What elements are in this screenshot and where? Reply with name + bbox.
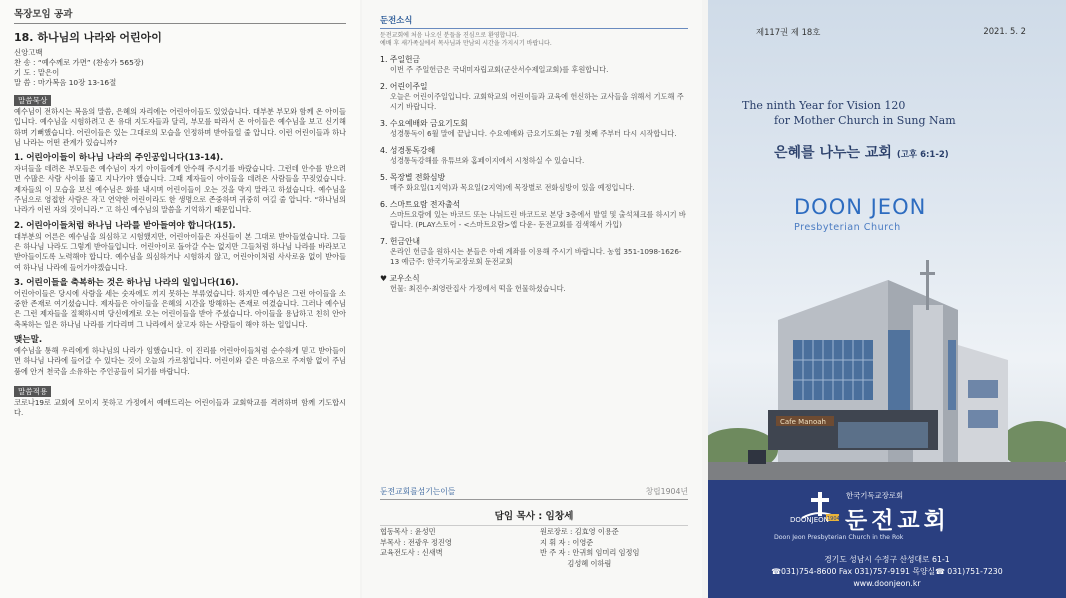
lesson-title: 18. 하나님의 나라와 어린아이 — [14, 31, 162, 44]
news-title: 6. 스마트요람 전자출석 — [380, 200, 461, 209]
staff-list-right — [540, 527, 639, 569]
staff-line: 김성혜 이하림 — [540, 558, 612, 568]
news-item — [380, 199, 688, 230]
info-line: 말 씀 : 마가복음 10장 13-16절 — [14, 78, 117, 87]
issue-info — [708, 26, 1066, 38]
news-body: 스마트요람에 있는 바코드 또는 나눠드린 바코드로 본당 3층에서 발열 및 출석체크를 하시기 바랍니다. (PLAY스토어 - <스마트요람>앱 다운- 둔전교회를 검색해서 가입) — [390, 210, 686, 229]
news-title: 5. 목장별 전화심방 — [380, 173, 446, 182]
news-title: 2. 어린이주일 — [380, 82, 428, 91]
church-name-english: DOON JEON — [794, 195, 927, 219]
point-body: 자녀들을 데려온 부모들은 예수님이 자기 아이들에게 안수해 주시기를 바랐습니다. 그런데 안수를 받으려면 수많은 사람 사이를 뚫고 지나가야 했습니다. 그때 제자들이 아이들을 데려온 사람들을 꾸짖었습니다. 제자들의 이 모습을 보신 예수님은 화를 내시며 어린이들이 오는 것을 막지 말라고 하셨습니다. 예수님을 주님으로 영접한 사람은 작고 연약한 어린이라도 한 생명으로 존중하며 귀중히 여길 줄 압니다. “하나님의 나라가 이런 자의 것이니라.” 고 하신 예수님의 말씀을 기억하기 때문입니다. — [14, 164, 346, 215]
news-item — [380, 54, 688, 75]
news-item — [380, 81, 688, 112]
yearly-theme — [774, 142, 949, 162]
vision-line: for Mother Church in Sung Nam — [774, 114, 956, 127]
point-title: 1. 어린아이들이 하나님 나라의 주인공입니다(13-14). — [14, 153, 224, 164]
servants-title: 둔전교회를섬기는이들 — [380, 487, 456, 496]
news-title: 4. 성경통독강해 — [380, 146, 436, 155]
news-title: 7. 헌금안내 — [380, 237, 421, 246]
staff-line: 협동목사 : 윤성민 — [380, 527, 436, 536]
closing-title: 맺는말. — [14, 335, 43, 346]
logo-wordmark: DOONJEON — [790, 516, 829, 524]
theme-text: 은혜를 나누는 교회 — [774, 145, 892, 161]
point-title: 2. 어린아이들처럼 하나님 나라를 받아들여야 합니다(15). — [14, 220, 236, 231]
denomination-english: Presbyterian Church — [794, 222, 901, 233]
contact-info — [708, 554, 1066, 590]
news-title: ♥ 교우소식 — [380, 274, 420, 283]
church-name-korean: 둔전교회 — [845, 508, 950, 534]
servants-header — [380, 486, 688, 500]
point-body: 어린아이들은 당시에 사람을 세는 숫자에도 끼지 못하는 부류였습니다. 하지만 예수님은 그런 아이들을 소중한 존재로 여기셨습니다. 제자들은 아이들을 은혜의 시간을 방해하는 존재로 여겼습니다. 그러나 예수님은 그런 제자들을 질책하시며 당신에게로 오는 어린이들을 받아 주셨습니다. 아이들을 용납하고 친히 안아 축복하는 일은 하나님 나라를 기다리며 그 나라에서 살고자 하는 사람들이 해야 하는 일입니다. — [14, 288, 346, 329]
denomination-korean: 한국기독교장로회 — [846, 491, 904, 500]
vision-line: The ninth Year for Vision 120 — [742, 99, 906, 112]
staff-line: 부목사 : 전광우 정진영 — [380, 537, 452, 547]
lesson-panel — [0, 0, 360, 598]
volume-number: 제117권 제 18호 — [756, 27, 821, 37]
info-line: 기 도 : 맡은이 — [14, 68, 60, 77]
news-header: 둔전소식 — [380, 14, 688, 29]
issue-date: 2021. 5. 2 — [983, 26, 1026, 36]
news-item — [380, 172, 688, 193]
news-body: 온라인 헌금을 원하시는 분들은 아래 계좌를 이용해 주시기 바랍니다. 농협 351-1098-1626-13 예금주: 한국기독교장로회 둔전교회 — [390, 247, 682, 266]
church-info-band — [708, 480, 1066, 598]
welcome-line: 둔전교회에 처음 나오신 분들을 진심으로 환영합니다. — [380, 32, 519, 39]
theme-reference: (고후 6:1-2) — [896, 150, 949, 160]
address: 경기도 성남시 수정구 산성대로 61-1 — [824, 555, 950, 564]
staff-line: 지 휘 자 : 이영준 — [540, 537, 594, 547]
news-body: 헌물: 최진수·최영란집사 가정에서 떡을 헌물하셨습니다. — [390, 284, 566, 293]
vision-statement — [742, 98, 956, 128]
info-line: 찬 송 : “예수께로 가면” (찬송가 565장) — [14, 58, 144, 67]
staff-list-left — [380, 527, 452, 559]
news-title: 3. 수요예배와 금요기도회 — [380, 119, 468, 128]
news-body: 이번 주 주일헌금은 국내미자립교회(군산서수제일교회)를 후원합니다. — [390, 65, 609, 74]
news-body: 성경통독이 6월 말에 끝납니다. 수요예배와 금요기도회는 7월 첫째 주부터 다시 시작합니다. — [390, 129, 677, 138]
section-header: 목장모임 공과 — [14, 6, 346, 24]
logo-year: 1904 — [827, 516, 840, 522]
worship-order — [14, 48, 346, 88]
application-body: 코로나19로 교회에 모이지 못하고 가정에서 예배드리는 어린이들과 교회학교를 격려하며 함께 기도합시다. — [14, 397, 346, 418]
news-item — [380, 273, 688, 294]
news-body: 매주 화요일(1지역)과 목요일(2지역)에 목장별로 전화심방이 있을 예정입니다. — [390, 183, 635, 192]
closing-body: 예수님을 통해 우리에게 하나님의 나라가 임했습니다. 이 진리를 어린아이들처럼 순수하게 믿고 받아들이면 하나님 나라에 들어갈 수 있다는 것이 오늘의 가르침입니다. 어린이와 같은 마음으로 주저함 없이 주님 품에 안겨 천국을 소유하는 주인공들이 되기를 바랍니다. — [14, 346, 346, 376]
phone-numbers: ☎031)754-8600 Fax 031)757-9191 목양실☎ 031)751-7230 — [771, 567, 1003, 576]
news-item — [380, 145, 688, 166]
info-line: 신앙고백 — [14, 48, 43, 57]
news-body: 오늘은 어린이주일입니다. 교회학교의 어린이들과 교육에 헌신하는 교사들을 위해서 기도해 주시기 바랍니다. — [390, 92, 684, 111]
staff-line: 반 주 자 : 안귀희 임미리 임정임 — [540, 548, 640, 557]
founded-year: 창립1904년 — [645, 487, 688, 496]
news-body: 성경통독강해를 유튜브와 홈페이지에서 시청하실 수 있습니다. — [390, 156, 585, 165]
church-name-english-full: Doon Jeon Presbyterian Church in the Rok — [774, 534, 904, 541]
website-link[interactable]: www.doonjeon.kr — [853, 579, 921, 588]
tag-meditation: 말씀묵상 — [14, 95, 51, 106]
staff-line: 교육전도사 : 신새벽 — [380, 548, 443, 557]
intro-paragraph: 예수님이 전하시는 복음의 말씀, 은혜의 자리에는 어린아이들도 있었습니다. 대부분 부모와 함께 온 아이들입니다. 예수님을 시험하려고 온 유대 지도자들과 달리, 부모를 따라서 온 아이들은 예수님을 보고 신기해하며 기뻐했습니다. 어린이들은 있는 그대로의 모습을 인정하며 받아들일 줄 압니다. 이런 어린이들과 하나님 나라는 어떤 관계가 있습니까? — [14, 107, 346, 147]
staff-line: 원로장로 : 김효영 이용준 — [540, 527, 619, 536]
news-title: 1. 주일헌금 — [380, 55, 421, 64]
point-title: 3. 어린이들을 축복하는 것은 하나님 나라의 일입니다(16). — [14, 277, 239, 288]
news-item — [380, 118, 688, 139]
church-building-photo — [708, 250, 1066, 480]
news-panel — [362, 0, 702, 598]
welcome-text — [380, 32, 688, 48]
cover-panel — [708, 0, 1066, 598]
point-body: 대부분의 어른은 예수님을 의심하고 시험했지만, 어린아이들은 자신들이 본 그대로 받아들였습니다. 그들은 하나님 나라도 그렇게 받아들입니다. 어린아이로 돌아갈 수는 없지만 그들처럼 하나님 나라를 바라보고 받아들이도록 노력해야 합니다. 예수님을 의심하거나 시험하지 않고, 어린아이처럼 사사로움 없이 받아들여 하나님 나라에 들어가야겠습니다. — [14, 231, 346, 272]
tag-application: 말씀적용 — [14, 386, 51, 397]
senior-pastor: 담임 목사 : 임창세 — [380, 508, 688, 526]
welcome-line: 예배 후 새가족실에서 목사님과 만남의 시간을 가지시기 바랍니다. — [380, 40, 552, 47]
cafe-sign: Cafe Manoah — [780, 418, 826, 426]
news-item — [380, 236, 688, 267]
